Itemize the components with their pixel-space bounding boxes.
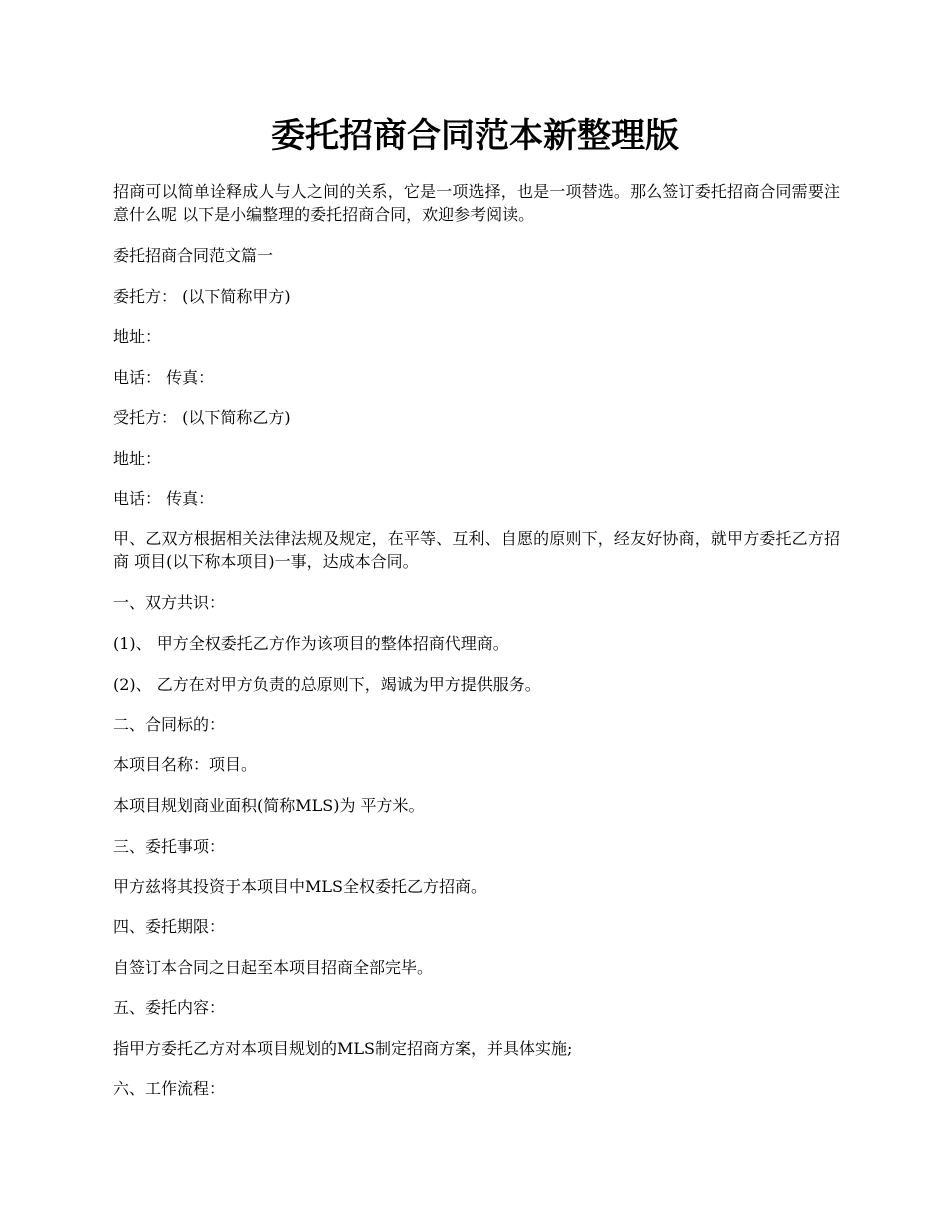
clause-1-item-2: (2)、 乙方在对甲方负责的总原则下，竭诚为甲方提供服务。 [113,675,541,694]
clause-1-heading: 一、双方共识： [113,593,226,612]
clause-2-heading: 二、合同标的： [113,715,226,734]
clause-6-heading: 六、工作流程： [113,1079,226,1098]
clause-4-text: 自签订本合同之日起至本项目招商全部完毕。 [113,958,434,977]
clause-3-heading: 三、委托事项： [113,837,226,856]
document-title: 委托招商合同范本新整理版 [271,116,679,156]
clause-1-item-1: (1)、 甲方全权委托乙方作为该项目的整体招商代理商。 [113,634,509,653]
client-address-line: 地址： [113,327,162,346]
section-heading-sample-one: 委托招商合同范文篇一 [113,246,274,265]
clause-5-heading: 五、委托内容： [113,998,226,1017]
clause-4-heading: 四、委托期限： [113,917,226,936]
intro-paragraph: 招商可以简单诠释成人与人之间的关系，它是一项选择，也是一项替选。那么签订委托招商合同需要注意什么呢 以下是小编整理的委托招商合同，欢迎参考阅读。 [113,182,840,224]
client-party-line: 委托方： (以下简称甲方) [113,287,291,306]
agent-address-line: 地址： [113,449,162,468]
clause-3-text: 甲方兹将其投资于本项目中MLS全权委托乙方招商。 [113,877,487,896]
project-name-line: 本项目名称：项目。 [113,755,258,774]
clause-5-text: 指甲方委托乙方对本项目规划的MLS制定招商方案，并具体实施; [113,1039,573,1058]
project-area-line: 本项目规划商业面积(简称MLS)为 平方米。 [113,796,425,815]
agent-phone-fax-line: 电话： 传真： [113,489,215,508]
client-phone-fax-line: 电话： 传真： [113,368,215,387]
agent-party-line: 受托方： (以下简称乙方) [113,408,291,427]
agreement-preamble: 甲、乙双方根据相关法律法规及规定，在平等、互利、自愿的原则下，经友好协商，就甲方委托乙方招商 项目(以下称本项目)一事，达成本合同。 [113,529,840,571]
